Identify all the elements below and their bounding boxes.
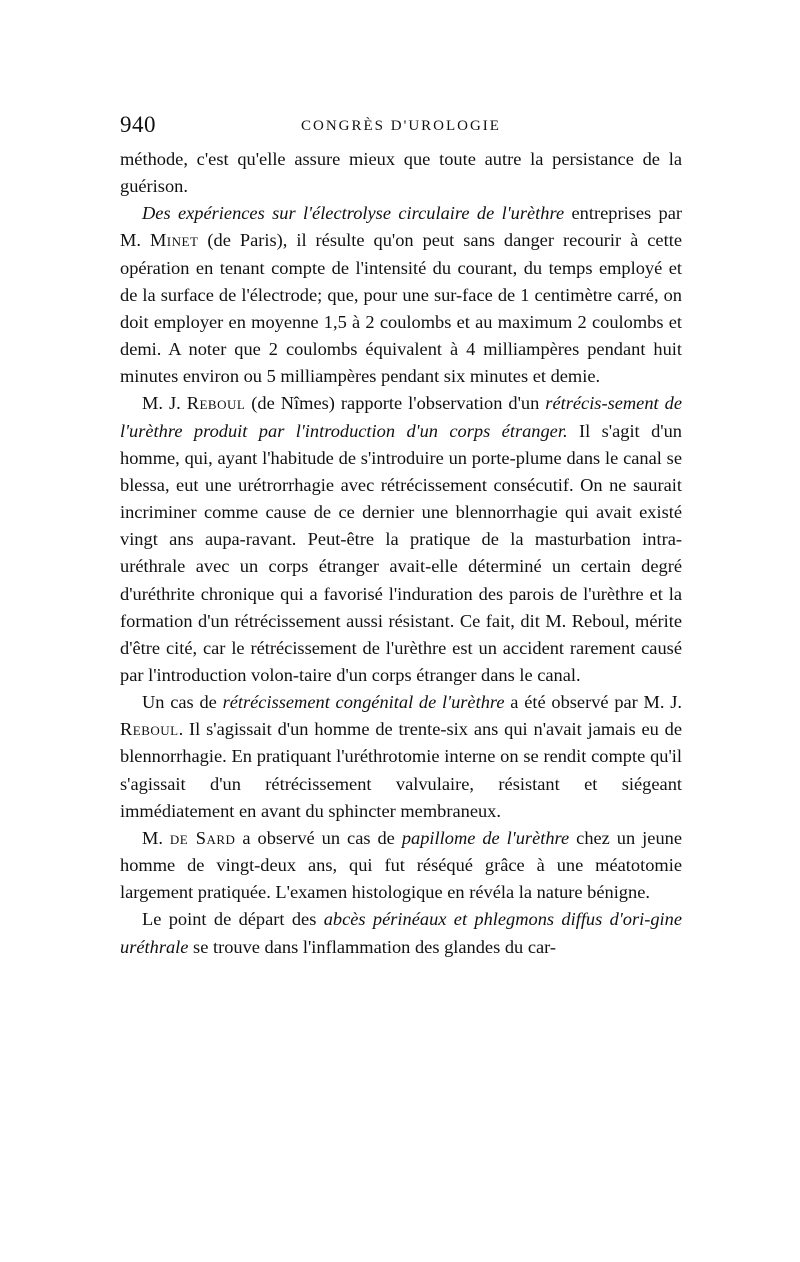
paragraph-3 xyxy=(120,390,682,689)
italic-phrase: rétrécissement congénital de l'urèthre xyxy=(222,692,505,713)
paragraph-text: . Il s'agissait d'un homme de trente-six ans qui n'avait jamais eu de blennorrhagie. En pratiquant l'uréthrotomie interne on se rendit compte qu'il s'agissait d'un rétrécissement valvulaire, résistant et siégeant immédiatement en avant du sphincter membraneux. xyxy=(120,719,682,821)
paragraph-text: Un cas de xyxy=(142,692,223,713)
paragraph-text: (de Paris), il résulte qu'on peut sans danger recourir à cette opération en tenant compte de l'intensité du courant, du temps employé et de la surface de l'électrode; que, pour une sur-face de 1 centimètre carré, on doit employer en moyenne 1,5 à 2 coulombs et au maximum 2 coulombs et demi. A noter que 2 coulombs équivalent à 4 milliampères pendant huit minutes environ ou 5 milliampères pendant six minutes et demie. xyxy=(120,230,682,387)
italic-phrase: papillome de l'urèthre xyxy=(401,827,570,848)
author-name: de Sard xyxy=(169,827,236,848)
running-title: CONGRÈS D'UROLOGIE xyxy=(301,118,501,134)
italic-phrase: Des expériences sur l'électrolyse circulaire de l'urèthre xyxy=(142,203,565,224)
italic-phrase: rétrécis-sement de l'urèthre produit par l'introduction d'un corps étranger. xyxy=(120,393,683,441)
paragraph-text: méthode, c'est qu'elle assure mieux que toute autre la persistance de la guérison. xyxy=(120,149,682,197)
paragraph-text: entreprises par M. xyxy=(120,203,682,251)
page-number: 940 xyxy=(120,112,156,137)
paragraph-text: M. J. xyxy=(142,393,187,414)
paragraph-2 xyxy=(120,200,682,390)
book-page xyxy=(120,112,682,961)
paragraph-text: Le point de départ des xyxy=(142,909,324,930)
paragraph-text: M. xyxy=(142,827,170,848)
author-name: Reboul xyxy=(120,719,179,740)
paragraph-text: chez un jeune homme de vingt-deux ans, qui fut réséqué grâce à une méatotomie largement pratiquée. L'examen histologique en révéla la nature bénigne. xyxy=(120,827,682,903)
paragraph-text: a été observé par M. J. xyxy=(504,692,682,713)
body-text xyxy=(120,146,682,961)
paragraph-text: Il s'agit d'un homme, qui, ayant l'habitude de s'introduire un porte-plume dans le canal se blessa, eut une urétrorrhagie avec rétrécissement consécutif. On ne saurait incriminer comme cause de ce dernier une blennorrhagie qui avait existé vingt ans aupa-ravant. Peut-être la pratique de la masturbation intra-uréthrale avec un corps étranger avait-elle déterminé un certain degré d'uréthrite chronique qui a favorisé l'induration des parois de l'urèthre et la formation d'un rétrécissement aussi résistant. Ce fait, dit M. Reboul, mérite d'être cité, car le rétrécissement de l'urèthre est un accident rarement causé par l'introduction volon-taire d'un corps étranger dans le canal. xyxy=(120,420,682,685)
paragraph-text: se trouve dans l'inflammation des glandes du car- xyxy=(188,936,557,957)
running-head xyxy=(120,112,682,146)
author-name: Reboul xyxy=(186,393,246,414)
paragraph-5 xyxy=(120,825,682,906)
paragraph-4 xyxy=(120,689,682,825)
paragraph-1 xyxy=(120,146,682,200)
paragraph-6 xyxy=(120,906,682,960)
author-name: Minet xyxy=(149,230,199,251)
paragraph-text: (de Nîmes) rapporte l'observation d'un xyxy=(245,393,546,414)
paragraph-text: a observé un cas de xyxy=(235,827,402,848)
italic-phrase: abcès périnéaux et phlegmons diffus d'ori-gine uréthrale xyxy=(120,909,682,957)
